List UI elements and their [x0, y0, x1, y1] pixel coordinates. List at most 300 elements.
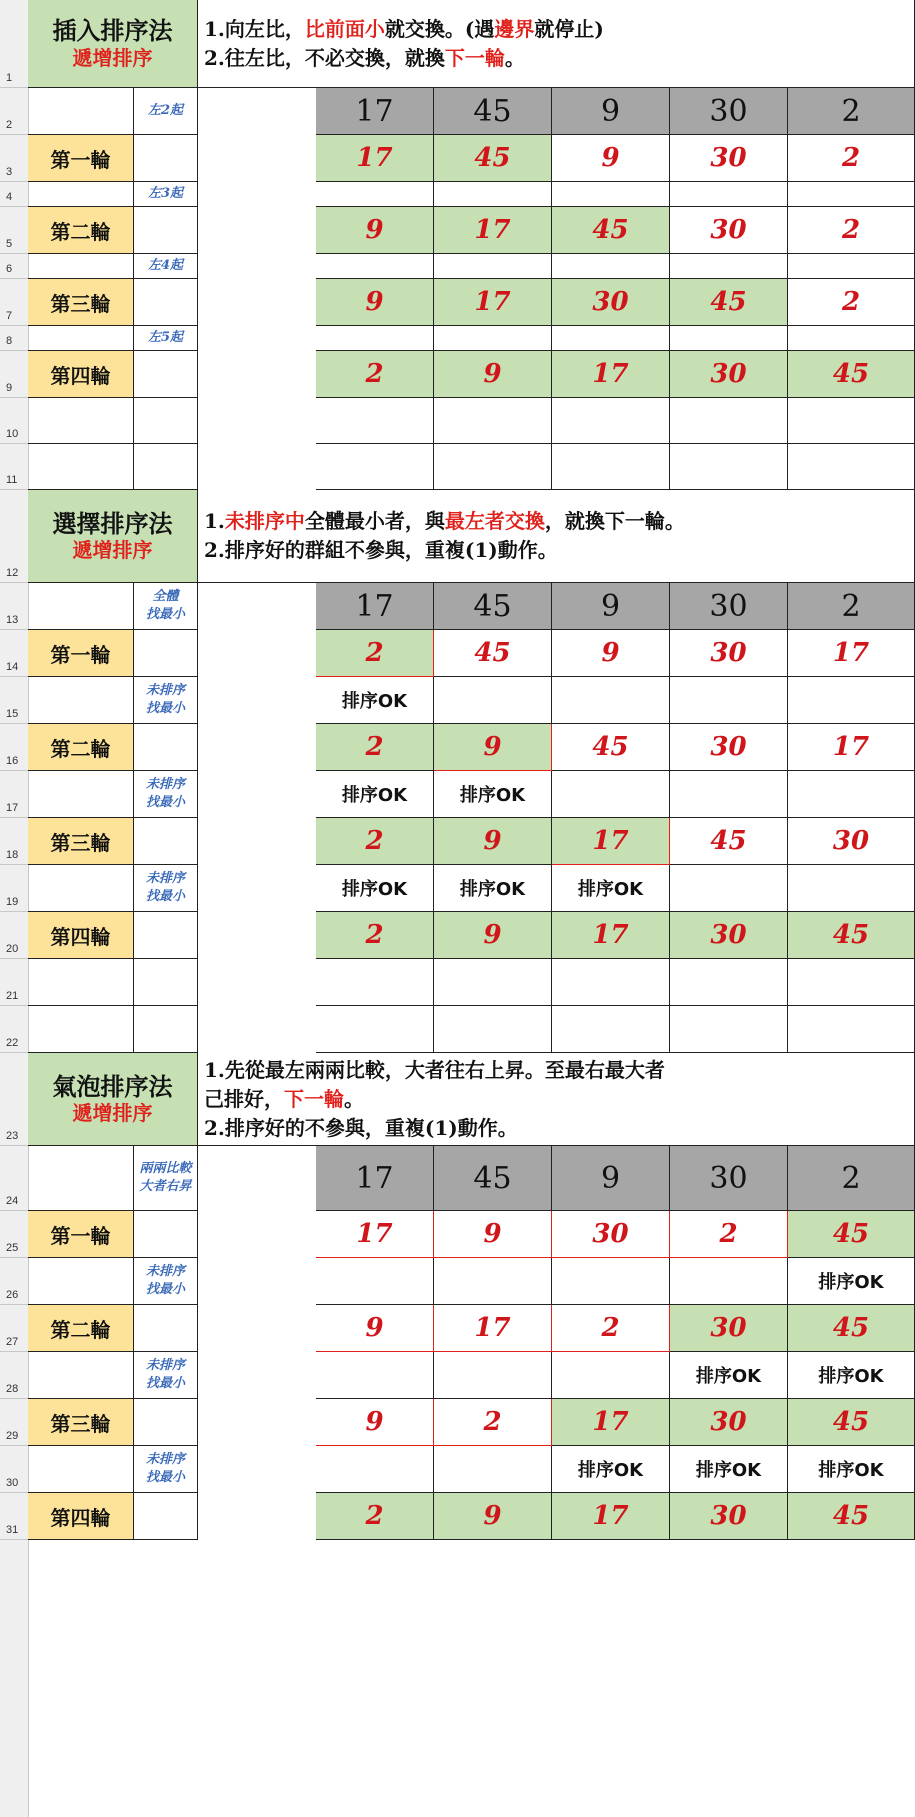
value-cell[interactable] — [552, 1493, 670, 1540]
empty-cell[interactable] — [434, 1352, 552, 1399]
row-number[interactable]: 6 — [6, 263, 13, 275]
value-cell[interactable] — [316, 724, 434, 771]
hint-cell[interactable] — [134, 1352, 198, 1399]
row-divider — [0, 911, 28, 912]
round-label-cell[interactable] — [28, 912, 134, 959]
highlight-text: 邊界 — [494, 16, 535, 41]
header-value: 30 — [709, 1160, 748, 1196]
row-number[interactable]: 24 — [6, 1195, 19, 1207]
round-label: 第三輪 — [50, 1411, 111, 1436]
header-value-cell[interactable] — [552, 583, 670, 630]
row-header-column — [0, 0, 29, 1817]
row-divider — [0, 253, 28, 254]
value-cell[interactable] — [434, 1305, 552, 1352]
row-number[interactable]: 23 — [6, 1130, 19, 1142]
row-number[interactable]: 28 — [6, 1383, 19, 1395]
section-description — [204, 507, 685, 565]
row-number[interactable]: 12 — [6, 567, 19, 579]
empty-cell[interactable] — [28, 444, 134, 490]
header-value-cell[interactable] — [788, 1146, 915, 1211]
empty-cell[interactable] — [316, 1258, 434, 1305]
row-number[interactable]: 8 — [6, 335, 13, 347]
empty-cell[interactable] — [134, 1211, 198, 1258]
empty-cell[interactable] — [28, 583, 134, 630]
row-number[interactable]: 18 — [6, 849, 19, 861]
description-text: 己排好， — [204, 1086, 284, 1111]
value-cell[interactable] — [552, 912, 670, 959]
value: 2 — [719, 1219, 738, 1249]
empty-cell[interactable] — [670, 254, 788, 279]
hint-cell[interactable] — [134, 254, 198, 279]
row-divider — [0, 676, 28, 677]
value-cell[interactable] — [552, 135, 670, 182]
hint-text: 左5起 — [147, 330, 184, 346]
row-number[interactable]: 1 — [6, 72, 13, 84]
value-cell[interactable] — [552, 207, 670, 254]
highlight-text: 下一輪 — [444, 45, 505, 70]
value: 17 — [356, 1219, 393, 1249]
value-cell[interactable] — [434, 1493, 552, 1540]
value-cell[interactable] — [434, 630, 552, 677]
header-value: 45 — [473, 1160, 512, 1196]
hint-cell[interactable] — [134, 1258, 198, 1305]
empty-cell[interactable] — [670, 959, 788, 1006]
section-description-cell[interactable] — [198, 0, 915, 88]
header-value-cell[interactable] — [316, 88, 434, 135]
value: 9 — [483, 826, 502, 856]
empty-cell[interactable] — [788, 182, 915, 207]
sorted-ok-cell[interactable] — [434, 865, 552, 912]
value-cell[interactable] — [670, 1211, 788, 1258]
value-cell[interactable] — [434, 351, 552, 398]
empty-cell[interactable] — [134, 1399, 198, 1446]
highlight-text: 最左者交換 — [444, 509, 545, 533]
row-divider — [0, 181, 28, 182]
header-value-cell[interactable] — [434, 88, 552, 135]
row-number[interactable]: 17 — [6, 802, 19, 814]
value-cell[interactable] — [670, 1399, 788, 1446]
empty-cell[interactable] — [316, 326, 434, 351]
value-cell[interactable] — [316, 279, 434, 326]
empty-cell[interactable] — [28, 254, 134, 279]
empty-cell[interactable] — [316, 398, 434, 444]
value: 30 — [832, 826, 870, 856]
row-divider — [0, 1351, 28, 1352]
value: 9 — [365, 1313, 384, 1343]
empty-cell[interactable] — [28, 1006, 134, 1053]
empty-cell[interactable] — [788, 959, 915, 1006]
empty-cell[interactable] — [28, 326, 134, 351]
empty-cell[interactable] — [552, 182, 670, 207]
empty-cell[interactable] — [316, 1446, 434, 1493]
value-cell[interactable] — [788, 279, 915, 326]
cell-grid — [28, 0, 915, 1817]
row-divider — [0, 278, 28, 279]
header-value-cell[interactable] — [434, 583, 552, 630]
empty-cell[interactable] — [434, 326, 552, 351]
empty-cell[interactable] — [28, 1352, 134, 1399]
empty-cell[interactable] — [670, 182, 788, 207]
empty-cell[interactable] — [552, 1006, 670, 1053]
empty-cell[interactable] — [134, 279, 198, 326]
empty-cell[interactable] — [434, 1446, 552, 1493]
value-cell[interactable] — [788, 912, 915, 959]
round-label-cell[interactable] — [28, 135, 134, 182]
round-label-cell[interactable] — [28, 1399, 134, 1446]
value: 9 — [483, 920, 502, 950]
empty-cell[interactable] — [28, 677, 134, 724]
value-cell[interactable] — [552, 351, 670, 398]
value-cell[interactable] — [552, 1211, 670, 1258]
empty-cell[interactable] — [552, 444, 670, 490]
value-cell[interactable] — [434, 207, 552, 254]
value-cell[interactable] — [552, 630, 670, 677]
value-cell[interactable] — [670, 135, 788, 182]
value-cell[interactable] — [316, 1493, 434, 1540]
empty-cell[interactable] — [134, 1305, 198, 1352]
row-number[interactable]: 21 — [6, 990, 19, 1002]
empty-cell[interactable] — [134, 1493, 198, 1540]
round-label-cell[interactable] — [28, 1493, 134, 1540]
empty-cell[interactable] — [670, 398, 788, 444]
value: 17 — [592, 826, 629, 856]
hint-cell[interactable] — [134, 583, 198, 630]
row-number[interactable]: 30 — [6, 1477, 19, 1489]
value: 9 — [483, 359, 502, 389]
empty-cell[interactable] — [28, 1446, 134, 1493]
description-text: 1.先從最左兩兩比較，大者往右上昇。至最右最大者 — [204, 1057, 665, 1082]
value: 30 — [710, 732, 747, 762]
header-value-cell[interactable] — [788, 88, 915, 135]
hint-cell[interactable] — [134, 326, 198, 351]
row-number[interactable]: 29 — [6, 1430, 19, 1442]
round-label: 第二輪 — [50, 1317, 111, 1342]
empty-cell[interactable] — [28, 1258, 134, 1305]
value-cell[interactable] — [434, 135, 552, 182]
highlight-text: 比前面小 — [304, 16, 385, 41]
empty-cell[interactable] — [28, 398, 134, 444]
sorted-ok-cell[interactable] — [788, 1258, 915, 1305]
value-cell[interactable] — [316, 351, 434, 398]
empty-cell[interactable] — [28, 865, 134, 912]
value-cell[interactable] — [670, 630, 788, 677]
round-label-cell[interactable] — [28, 724, 134, 771]
value-cell[interactable] — [788, 1399, 915, 1446]
value-cell[interactable] — [670, 724, 788, 771]
row-number[interactable]: 25 — [6, 1242, 19, 1254]
sorted-ok-cell[interactable] — [316, 677, 434, 724]
row-number[interactable]: 15 — [6, 708, 19, 720]
round-label-cell[interactable] — [28, 207, 134, 254]
value-cell[interactable] — [670, 279, 788, 326]
row-number[interactable]: 3 — [6, 166, 13, 178]
sorted-ok-label: 排序OK — [459, 879, 526, 900]
empty-cell[interactable] — [670, 771, 788, 818]
round-label-cell[interactable] — [28, 818, 134, 865]
empty-cell[interactable] — [552, 398, 670, 444]
value: 9 — [365, 1407, 384, 1437]
row-number[interactable]: 4 — [6, 191, 13, 203]
value-cell[interactable] — [552, 1399, 670, 1446]
row-number[interactable]: 16 — [6, 755, 19, 767]
empty-cell[interactable] — [552, 1258, 670, 1305]
row-number[interactable]: 9 — [6, 382, 13, 394]
value-cell[interactable] — [434, 279, 552, 326]
sorted-ok-cell[interactable] — [670, 1352, 788, 1399]
row-number[interactable]: 7 — [6, 310, 13, 322]
sorted-ok-cell[interactable] — [434, 771, 552, 818]
empty-cell[interactable] — [134, 207, 198, 254]
description-text: 。 — [344, 1086, 364, 1111]
value-cell[interactable] — [434, 912, 552, 959]
empty-cell[interactable] — [670, 677, 788, 724]
value-cell[interactable] — [788, 351, 915, 398]
sorted-ok-cell[interactable] — [788, 1446, 915, 1493]
empty-cell[interactable] — [788, 254, 915, 279]
empty-cell[interactable] — [788, 677, 915, 724]
value-cell[interactable] — [316, 1399, 434, 1446]
row-number[interactable]: 26 — [6, 1289, 19, 1301]
section-description-cell[interactable] — [198, 490, 915, 583]
row-number[interactable]: 13 — [6, 614, 19, 626]
empty-cell[interactable] — [134, 398, 198, 444]
row-number[interactable]: 20 — [6, 943, 19, 955]
value-cell[interactable] — [670, 1493, 788, 1540]
empty-cell[interactable] — [316, 1006, 434, 1053]
row-number[interactable]: 14 — [6, 661, 19, 673]
empty-cell[interactable] — [788, 771, 915, 818]
empty-cell[interactable] — [552, 1352, 670, 1399]
header-value-cell[interactable] — [670, 583, 788, 630]
hint-cell[interactable] — [134, 88, 198, 135]
empty-cell[interactable] — [434, 677, 552, 724]
sorted-ok-cell[interactable] — [670, 1446, 788, 1493]
row-number[interactable]: 22 — [6, 1037, 19, 1049]
value-cell[interactable] — [788, 1305, 915, 1352]
value: 2 — [841, 143, 861, 173]
row-number[interactable]: 5 — [6, 238, 13, 250]
value-cell[interactable] — [788, 630, 915, 677]
value: 45 — [474, 143, 511, 173]
value-cell[interactable] — [552, 279, 670, 326]
section-description — [204, 1056, 665, 1143]
value-cell[interactable] — [788, 207, 915, 254]
value-cell[interactable] — [670, 912, 788, 959]
value: 17 — [592, 1501, 629, 1531]
empty-cell[interactable] — [28, 771, 134, 818]
value-cell[interactable] — [316, 1211, 434, 1258]
hint-cell[interactable] — [134, 677, 198, 724]
header-value-cell[interactable] — [434, 1146, 552, 1211]
round-label: 第四輪 — [50, 1505, 111, 1530]
value-cell[interactable] — [316, 818, 434, 865]
row-divider — [0, 1304, 28, 1305]
header-value: 30 — [709, 588, 748, 624]
hint-cell[interactable] — [134, 182, 198, 207]
empty-cell[interactable] — [316, 1352, 434, 1399]
hint-cell[interactable] — [134, 865, 198, 912]
empty-cell[interactable] — [316, 959, 434, 1006]
row-number[interactable]: 10 — [6, 428, 19, 440]
round-label: 第二輪 — [50, 219, 111, 244]
empty-cell[interactable] — [134, 630, 198, 677]
empty-cell[interactable] — [788, 1006, 915, 1053]
round-label-cell[interactable] — [28, 1305, 134, 1352]
empty-cell[interactable] — [670, 865, 788, 912]
value: 45 — [592, 732, 629, 762]
hint-cell[interactable] — [134, 1146, 198, 1211]
row-divider — [0, 1257, 28, 1258]
value-cell[interactable] — [670, 351, 788, 398]
empty-cell[interactable] — [788, 444, 915, 490]
value-cell[interactable] — [670, 818, 788, 865]
empty-cell[interactable] — [552, 959, 670, 1006]
value: 45 — [474, 638, 511, 668]
empty-cell[interactable] — [28, 182, 134, 207]
empty-cell[interactable] — [552, 254, 670, 279]
empty-cell[interactable] — [434, 398, 552, 444]
section-subtitle: 遞增排序 — [72, 538, 153, 563]
value-cell[interactable] — [316, 1305, 434, 1352]
value: 17 — [474, 1313, 511, 1343]
row-divider — [0, 397, 28, 398]
value-cell[interactable] — [552, 818, 670, 865]
value-cell[interactable] — [670, 207, 788, 254]
header-value: 17 — [355, 1160, 394, 1196]
value: 2 — [841, 287, 861, 317]
description-text: 就交換。(遇 — [384, 16, 495, 41]
value: 17 — [832, 732, 870, 762]
sorted-ok-label: 排序OK — [695, 1366, 762, 1387]
section-title-cell[interactable] — [28, 0, 198, 88]
value-cell[interactable] — [316, 912, 434, 959]
empty-cell[interactable] — [28, 88, 134, 135]
sorted-ok-cell[interactable] — [316, 771, 434, 818]
value-cell[interactable] — [316, 135, 434, 182]
value-cell[interactable] — [788, 818, 915, 865]
empty-cell[interactable] — [434, 444, 552, 490]
empty-cell[interactable] — [316, 254, 434, 279]
value-cell[interactable] — [316, 630, 434, 677]
empty-cell[interactable] — [134, 912, 198, 959]
empty-cell[interactable] — [316, 444, 434, 490]
sorted-ok-label: 排序OK — [818, 1460, 884, 1481]
highlight-text: 下一輪 — [284, 1086, 344, 1111]
empty-cell[interactable] — [134, 1006, 198, 1053]
row-number[interactable]: 19 — [6, 896, 19, 908]
header-value-cell[interactable] — [316, 583, 434, 630]
section-title-cell[interactable] — [28, 1053, 198, 1146]
empty-cell[interactable] — [552, 326, 670, 351]
empty-cell[interactable] — [670, 444, 788, 490]
description-line — [204, 507, 685, 536]
description-text: 1.向左比， — [204, 16, 305, 41]
header-value-cell[interactable] — [552, 1146, 670, 1211]
empty-cell[interactable] — [434, 254, 552, 279]
round-label-cell[interactable] — [28, 1211, 134, 1258]
empty-cell[interactable] — [670, 1258, 788, 1305]
row-number[interactable]: 2 — [6, 119, 13, 131]
section-title-cell[interactable] — [28, 490, 198, 583]
value-cell[interactable] — [788, 1493, 915, 1540]
empty-cell[interactable] — [670, 1006, 788, 1053]
section-subtitle: 遞增排序 — [72, 1101, 153, 1126]
row-divider — [0, 723, 28, 724]
empty-cell[interactable] — [788, 398, 915, 444]
description-line — [204, 1114, 665, 1143]
sorted-ok-label: 排序OK — [818, 1366, 884, 1387]
hint-cell[interactable] — [134, 771, 198, 818]
empty-cell[interactable] — [28, 1146, 134, 1211]
row-divider — [0, 770, 28, 771]
hint-cell[interactable] — [134, 1446, 198, 1493]
round-label: 第一輪 — [50, 642, 111, 667]
section-description-cell[interactable] — [198, 1053, 915, 1146]
empty-cell[interactable] — [134, 444, 198, 490]
sorted-ok-cell[interactable] — [552, 1446, 670, 1493]
empty-cell[interactable] — [316, 182, 434, 207]
value-cell[interactable] — [788, 135, 915, 182]
empty-cell[interactable] — [434, 1006, 552, 1053]
header-value-cell[interactable] — [670, 88, 788, 135]
empty-cell[interactable] — [434, 182, 552, 207]
round-label-cell[interactable] — [28, 279, 134, 326]
value-cell[interactable] — [552, 724, 670, 771]
header-value-cell[interactable] — [552, 88, 670, 135]
empty-cell[interactable] — [134, 724, 198, 771]
empty-cell[interactable] — [434, 1258, 552, 1305]
empty-cell[interactable] — [134, 351, 198, 398]
row-number[interactable]: 31 — [6, 1524, 19, 1536]
empty-cell[interactable] — [788, 865, 915, 912]
value-cell[interactable] — [434, 818, 552, 865]
value-cell[interactable] — [788, 1211, 915, 1258]
value: 45 — [832, 1501, 870, 1531]
value-cell[interactable] — [434, 1399, 552, 1446]
value-cell[interactable] — [670, 1305, 788, 1352]
round-label-cell[interactable] — [28, 630, 134, 677]
empty-cell[interactable] — [552, 677, 670, 724]
empty-cell[interactable] — [434, 959, 552, 1006]
row-number[interactable]: 11 — [6, 474, 18, 486]
sorted-ok-cell[interactable] — [788, 1352, 915, 1399]
empty-cell[interactable] — [552, 771, 670, 818]
value-cell[interactable] — [552, 1305, 670, 1352]
hint-text: 未排序 — [145, 777, 185, 793]
sorted-ok-cell[interactable] — [316, 865, 434, 912]
round-label-cell[interactable] — [28, 351, 134, 398]
header-value-cell[interactable] — [670, 1146, 788, 1211]
value-cell[interactable] — [434, 1211, 552, 1258]
empty-cell[interactable] — [134, 959, 198, 1006]
value: 17 — [592, 359, 629, 389]
value-cell[interactable] — [316, 207, 434, 254]
header-value-cell[interactable] — [316, 1146, 434, 1211]
value-cell[interactable] — [788, 724, 915, 771]
empty-cell[interactable] — [134, 135, 198, 182]
value: 45 — [710, 287, 747, 317]
value: 45 — [832, 1407, 870, 1437]
sorted-ok-cell[interactable] — [552, 865, 670, 912]
row-number[interactable]: 27 — [6, 1336, 19, 1348]
sorted-ok-label: 排序OK — [695, 1460, 762, 1481]
empty-cell[interactable] — [28, 959, 134, 1006]
empty-cell[interactable] — [670, 326, 788, 351]
empty-cell[interactable] — [134, 818, 198, 865]
value-cell[interactable] — [434, 724, 552, 771]
header-value-cell[interactable] — [788, 583, 915, 630]
empty-cell[interactable] — [788, 326, 915, 351]
